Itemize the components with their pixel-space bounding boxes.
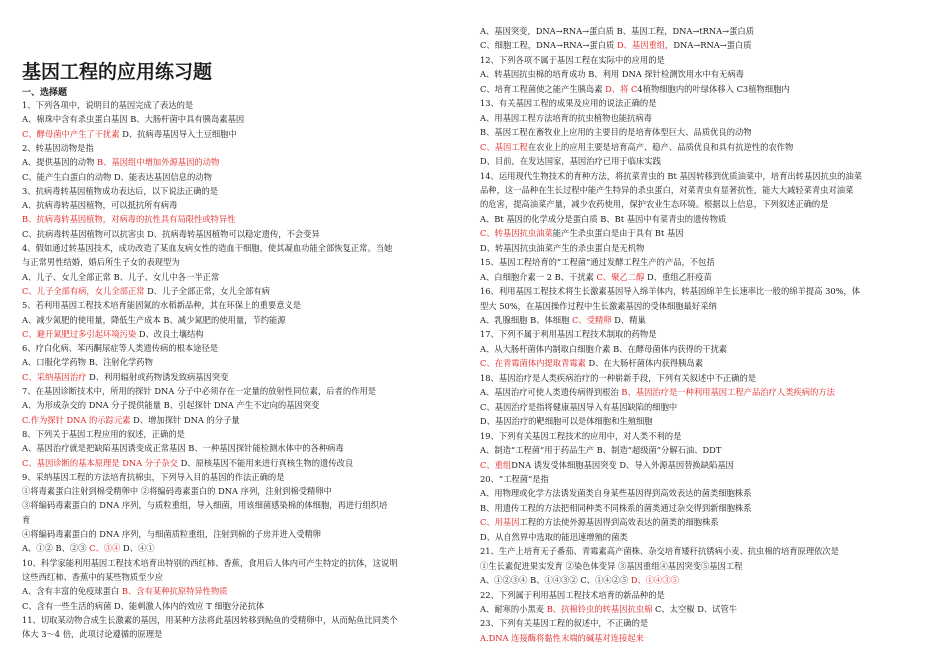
text-segment: D、基因治疗的靶细胞可以是体细胞和生殖细胞 (480, 416, 653, 427)
text-segment: 与正常男性结婚，婚后所生子女的表现型为 (22, 257, 180, 268)
text-segment: C、转基因抗虫油菜 (480, 228, 553, 239)
text-segment: 在农业上的应用主要是培育高产、稳产、品质优良和具有抗逆性的农作物 (527, 141, 794, 152)
text-segment: C、聚乙二醇 (596, 271, 645, 282)
text-segment: 12、下列各项不属于基因工程在实际中的应用的是 (480, 54, 665, 65)
text-segment: 10、科学家能利用基因工程技术培育出特别的西红柿、香蕉，食用后人体内可产生特定的抗体，这说明 (22, 557, 398, 568)
text-segment: B、用遗传工程的方法把相同种类不同株系的菌类通过杂交得到新细胞株系 (480, 502, 752, 513)
right-line (480, 228, 684, 239)
left-line (22, 443, 344, 454)
right-line (480, 460, 734, 471)
text-segment: A.DNA 连接酶将黏性末端的碱基对连接起来 (480, 632, 644, 643)
text-segment: B、抗棉铃虫的转基因抗虫棉 (546, 604, 653, 614)
text-segment: D、增加探针 DNA 的分子量 (130, 414, 240, 425)
text-segment: C、太空椒 D、试管牛 (652, 604, 738, 614)
right-line (480, 402, 677, 413)
right-line (480, 445, 721, 456)
text-segment: A、为形成杂交的 DNA 分子提供能量 B、引起探针 DNA 产生不定向的基因突变 (22, 400, 320, 411)
text-segment: 2、转基因动物是指 (22, 142, 94, 153)
right-line (480, 373, 756, 384)
text-segment: 8、下列关于基因工程应用的叙述，正确的是 (22, 428, 185, 439)
text-segment: 20、“工程菌”是指 (480, 473, 549, 484)
right-line (480, 98, 657, 109)
left-line (22, 615, 398, 626)
text-segment: 7、在基因诊断技术中，所用的探针 DNA 分子中必须存在一定量的放射性同位素，后者的作用是 (22, 386, 377, 396)
right-line (480, 69, 744, 80)
text-segment: 3、抗病毒转基因植物成功表达后，以下说法正确的是 (22, 185, 219, 196)
right-line (480, 142, 793, 153)
right-line (480, 532, 628, 543)
left-line (22, 386, 376, 397)
text-segment: 13、有关基因工程的成果及应用的说法正确的是 (480, 98, 657, 109)
left-line (22, 486, 332, 497)
text-segment: A、基因治疗就是把缺陷基因诱变成正常基因 B、一种基因探针能检测水体中的各种病毒 (22, 443, 344, 454)
text-segment: 4、假如通过转基因技术，成功改造了某血友病女性的造血干细胞，使其凝血功能全部恢复正常。当她 (22, 243, 393, 253)
text-segment: 育 (22, 514, 31, 525)
text-segment: D、从自然界中选取的能迅速增殖的菌类 (480, 531, 628, 542)
text-segment: A、棉珠中含有杀虫蛋白基因 B、大肠杆菌中具有胰岛素基因 (22, 114, 245, 125)
text-segment: A、口服化学药物 B、注射化学药物 (22, 357, 153, 368)
text-segment: DNA→RNA→蛋白质 (673, 40, 752, 51)
left-line (22, 372, 228, 383)
right-line (480, 561, 742, 572)
text-segment: A、Bt 基因的化学成分是蛋白质 B、Bt 基因中有菜青虫的遗传物质 (480, 213, 727, 224)
text-segment: C、基因工程 (480, 141, 528, 152)
right-line (480, 171, 862, 182)
left-line (22, 572, 163, 583)
right-line (480, 344, 727, 355)
right-line (480, 301, 717, 312)
text-segment: A、提供基因的动物 (22, 157, 98, 168)
text-segment: D、改良土壤结构 (136, 328, 204, 339)
left-line (22, 429, 185, 440)
text-segment: C、③④ (89, 543, 121, 554)
text-segment: C、含有一些生活的病菌 D、能刺激人体内的效应 T 细胞分泌抗体 (22, 600, 265, 611)
text-segment: C、细胞工程，DNA→RNA→蛋白质 (480, 40, 617, 51)
text-segment: D、①④③⑤ (630, 575, 679, 586)
text-segment: 19、下列有关基因工程技术的应用中，对人类不利的是 (480, 430, 682, 441)
text-segment: 23、下列有关基因工程的叙述中，不正确的是 (480, 618, 649, 629)
left-line (22, 143, 94, 154)
text-segment: ①生长素促进果实发育 ②染色体变异 ③基因重组④基因突变⑤基因工程 (480, 560, 743, 571)
left-line (22, 629, 162, 640)
left-line (22, 400, 319, 411)
left-line (22, 300, 301, 311)
text-segment: C、培育工程菌使之能产生胰岛素 (480, 83, 606, 94)
right-line (480, 156, 661, 167)
text-segment: D、精巢 (611, 315, 646, 325)
right-line (480, 199, 828, 210)
left-line (22, 172, 212, 183)
right-line (480, 329, 657, 340)
left-line (22, 586, 228, 597)
text-segment: 6、疗白化病、苯丙酮尿症等人类遗传病的根本途径是 (22, 343, 219, 354)
page-title: 基因工程的应用练习题 (22, 61, 213, 83)
text-segment: 16、利用基因工程技术将生长激素基因导入绵羊体内，转基因绵羊生长速率比一般的绵羊提高 30%，体 (480, 286, 861, 297)
text-segment: 体大 3～4 倍，此项讨论遵循的原理是 (22, 629, 163, 640)
left-line (22, 257, 180, 268)
text-segment: C、用基因 (480, 517, 520, 528)
text-segment: A、儿子、女儿全部正常 B、儿子、女儿中各一半正常 (22, 271, 220, 282)
text-segment: 工程的方法使外源基因得到高效表达的菌类的细胞株系 (519, 517, 719, 528)
text-segment: D、在大肠杆菌体内获得胰岛素 (585, 358, 704, 369)
text-segment: C、采纳基因治疗 (22, 371, 87, 382)
text-segment: B、基因工程在畜牧业上应用的主要目的是培育体型巨大、品质优良的动物 (480, 127, 752, 138)
right-line (480, 575, 679, 586)
text-segment: C、基因诊断的基本原理是 DNA 分子杂交 (22, 457, 178, 468)
text-segment: 21、生产上培育无子番茄、青霉素高产菌株、杂交培育矮秆抗锈病小麦、抗虫棉的培育原理依次是 (480, 546, 840, 557)
left-line (22, 100, 193, 111)
text-segment: DNA 诱发受体细胞基因突变 D、导入外源基因替换缺陷基因 (511, 459, 734, 470)
text-segment: D、目前，在发达国家，基因治疗已用于临床实践 (480, 156, 661, 167)
text-segment: A、基因治疗可使人类遗传病得到根治 (480, 387, 622, 398)
text-segment: A、减少氮肥的使用量，降低生产成本 B、减少氮肥的使用量，节约能源 (22, 314, 286, 325)
text-segment: C、在青霉菌体内提取青霉素 (480, 358, 586, 369)
right-line (480, 431, 681, 442)
text-segment: C、受精卵 (572, 315, 612, 325)
left-line (22, 229, 320, 240)
left-line (22, 243, 392, 254)
text-segment: A、从大肠杆菌体内制取白细胞介素 B、在酵母菌体内获得的干扰素 (480, 343, 728, 354)
text-segment: C.作为探针 DNA 的示踪元素 (22, 414, 131, 425)
left-line (22, 272, 219, 283)
text-segment: A、白细胞介素一 2 B、干扰素 (480, 271, 597, 282)
left-line (22, 114, 244, 125)
text-segment: D、转基因抗虫油菜产生的杀虫蛋白是无机物 (480, 242, 645, 253)
text-segment: D、基因重组， (616, 40, 674, 51)
left-line (22, 200, 177, 211)
text-segment: C、避开氮肥过多引起环境污染 (22, 328, 137, 339)
right-line (480, 546, 839, 557)
text-segment: 的危害，提高油菜产量，减少农药使用，保护农业生态环境。根据以上信息，下列叙述正确的是 (480, 199, 829, 210)
text-segment: A、基因突变，DNA→RNA→蛋白质 B、基因工程，DNA→tRNA→蛋白质 (480, 26, 755, 36)
left-line (22, 129, 237, 140)
text-segment: A、乳腺细胞 B、体细胞 (480, 315, 573, 325)
text-segment: 17、下列不属于利用基因工程技术制取的药物是 (480, 329, 657, 340)
text-segment: A、含有丰富的免疫球蛋白 (22, 586, 122, 597)
left-line (22, 601, 264, 612)
text-segment: C、能产生白蛋白的动物 D、能表达基因信息的动物 (22, 171, 212, 182)
right-line (480, 618, 648, 629)
left-line (22, 157, 219, 168)
right-line (480, 315, 646, 326)
text-segment: 22、下列属于利用基因工程技术培育的新品种的是 (480, 589, 665, 600)
text-segment: A、用基因工程方法培育的抗虫植物也能抗病毒 (480, 112, 652, 123)
text-segment: B、抗病毒转基因植物，对病毒的抗性具有局限性或特异性 (22, 214, 236, 225)
text-segment: D、将 C (605, 83, 638, 94)
text-segment: C、儿子全部有病，女儿全部正常 (22, 285, 145, 296)
text-segment: C、基因治疗是指将健康基因导入有基因缺陷的细胞中 (480, 401, 678, 412)
right-line (480, 127, 752, 138)
text-segment: A、①②③④ B、①④③② C、①④②⑤ (480, 575, 631, 586)
text-segment: B、基因治疗是一种利用基因工程产品治疗人类疾病的方法 (621, 387, 835, 398)
left-line (22, 343, 218, 354)
right-line (480, 604, 737, 615)
left-line (22, 315, 286, 326)
text-segment: 11、切取某动物合成生长激素的基因，用某种方法将此基因转移到鲇鱼的受精卵中，从而鲇鱼比同类个 (22, 614, 398, 625)
right-line (480, 474, 549, 485)
text-segment: B、基因组中增加外源基因的动物 (97, 157, 220, 168)
text-segment: ①将毒素蛋白注射到棉受精卵中 ②将编码毒素蛋白的 DNA 序列，注射到棉受精卵中 (22, 486, 332, 497)
right-line (480, 416, 653, 427)
text-segment: ④将编码毒素蛋白的 DNA 序列，与细菌质粒重组，注射到棉的子房并进入受精卵 (22, 529, 321, 539)
text-segment: A、①② B、②③ (22, 543, 90, 554)
text-segment: 9、采纳基因工程的方法培育抗棉虫，下列导入目的基因的作法正确的是 (22, 471, 285, 482)
text-segment: 5、若利用基因工程技术培育能固氮的水稻新品种，其在环保上的重要意义是 (22, 300, 302, 311)
text-segment: A、用物理或化学方法诱发菌类自身某些基因得到高效表达的菌类细胞株系 (480, 488, 752, 499)
left-line (22, 500, 387, 511)
right-line (480, 272, 712, 283)
text-segment: D、原核基因不能用来进行真核生物的遗传改良 (177, 457, 354, 468)
right-line (480, 488, 752, 499)
text-segment: B、含有某种抗原特异性物质 (121, 586, 228, 597)
text-segment: 品种，这一品种在生长过程中能产生特异的杀虫蛋白，对菜青虫有显著抗性，能大大减轻菜青虫对油菜 (480, 184, 854, 195)
text-segment: 15、基因工程培育的“工程菌”通过发酵工程生产的产品，不包括 (480, 257, 715, 268)
text-segment: ③将编码毒素蛋白的 DNA 序列，与质粒重组，导入细菌，用该细菌感染棉的体细胞，再进行组织培 (22, 500, 388, 511)
right-line (480, 503, 752, 514)
left-line (22, 529, 321, 540)
text-segment: D、儿子全部正常，女儿全部有病 (144, 285, 270, 296)
text-segment: 型大 50%，在基因操作过程中生长激素基因的受体细胞最好采纳 (480, 300, 717, 311)
left-line (22, 286, 270, 297)
text-segment: A、转基因抗虫棉的培育成功 B、利用 DNA 探针检测饮用水中有无病毒 (480, 69, 744, 80)
text-segment: A、耐寒的小黑麦 (480, 604, 547, 614)
right-line (480, 387, 835, 398)
left-line (22, 472, 285, 483)
right-line (480, 286, 860, 297)
section-heading: 一、选择题 (22, 88, 68, 98)
text-segment: D、抗病毒基因导入土豆细胞中 (119, 128, 237, 139)
right-line (480, 55, 665, 66)
right-line (480, 243, 644, 254)
left-line (22, 186, 218, 197)
right-line (480, 257, 715, 268)
right-line (480, 590, 665, 601)
text-segment: D、重组乙肝疫苗 (644, 271, 712, 282)
left-line (22, 558, 398, 569)
right-line (480, 185, 853, 196)
right-line (480, 517, 719, 528)
text-segment: 14、运用现代生物技术的育种方法，将抗菜青虫的 Bt 基因转移到优质油菜中，培育出转基因抗虫的油菜 (480, 170, 863, 181)
text-segment: C、重组 (480, 459, 512, 470)
left-line (22, 214, 236, 225)
text-segment: 这些西红柿、香蕉中的某些物质至少应 (22, 571, 164, 582)
right-line (480, 633, 644, 644)
text-segment: A、制造“工程菌”用于药品生产 B、制造“超级菌”分解石油、DDT (480, 445, 722, 456)
left-line (22, 357, 153, 368)
right-line (480, 40, 752, 51)
text-segment: 4植物细胞内的叶绿体移入 C (637, 83, 743, 94)
left-line (22, 415, 240, 426)
right-line (480, 26, 754, 37)
text-segment: 能产生杀虫蛋白是由于具有 Bt 基因 (552, 228, 684, 239)
left-line (22, 515, 30, 526)
text-segment: D、利用辐射或药物诱发致病基因突变 (86, 371, 229, 382)
right-line (480, 113, 652, 124)
text-segment: 1、下列各项中，说明目的基因完成了表达的是 (22, 100, 194, 110)
right-line (480, 214, 726, 225)
left-line (22, 543, 155, 554)
text-segment: D、④① (120, 543, 155, 554)
text-segment: C、抗病毒转基因植物可以抗害虫 D、抗病毒转基因植物可以稳定遗传，不会变异 (22, 228, 320, 239)
right-line (480, 84, 790, 95)
left-line (22, 329, 204, 340)
text-segment: 3植物细胞内 (742, 83, 790, 94)
left-line (22, 458, 353, 469)
right-line (480, 358, 703, 369)
text-segment: C、酵母菌中产生了干扰素 (22, 128, 120, 139)
text-segment: A、抗病毒转基因植物，可以抵抗所有病毒 (22, 200, 178, 211)
text-segment: 18、基因治疗是人类疾病治疗的一种崭新手段，下列有关叙述中不正确的是 (480, 372, 757, 383)
